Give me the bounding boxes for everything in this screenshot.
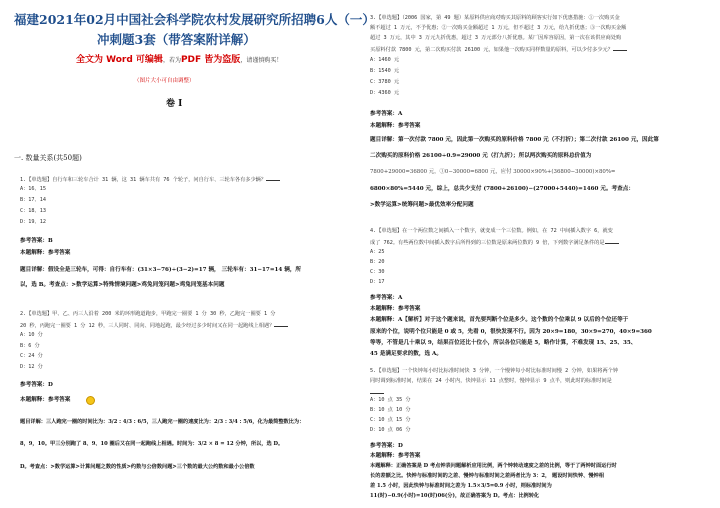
q3-stem-line4: 买原料付款 7800 元，第二次购买付款 26100 元，如果他一次购买同样数量的原料，可以少付多少元？ bbox=[370, 46, 627, 53]
q5-option-a: A：10 点 35 分 bbox=[370, 397, 411, 403]
q4-option-a: A：25 bbox=[370, 249, 385, 255]
smiley-icon bbox=[86, 396, 95, 405]
q5-explanation-title: 本题解释：参考答案 bbox=[370, 453, 421, 459]
q5-stem-blank bbox=[370, 389, 384, 396]
q4-option-c: C：30 bbox=[370, 269, 385, 275]
q5-option-c: C：10 点 15 分 bbox=[370, 417, 411, 423]
image-resize-note: （图片大小可自由调整） bbox=[134, 78, 195, 84]
q3-stem-line2: 额不超过 1 万元，不予优惠；②一次购买金额超过 1 万元，但不超过 3 万元，给九折优惠；③一次购买金额 bbox=[370, 25, 627, 31]
q1-option-d: D：19、12 bbox=[20, 219, 46, 225]
q3-explanation-line5: >数学运算>统筹问题>最优效率分配问题 bbox=[370, 202, 474, 208]
q4-option-d: D：17 bbox=[370, 279, 385, 285]
q4-explanation-line1: 本题解释：A【解析】对于这个题来说，首先要判断个位是多少。这个数的个位乘以 9 以后的个位还等于 bbox=[370, 317, 629, 323]
q5-option-b: B：10 点 10 分 bbox=[370, 407, 411, 413]
q3-explanation-title: 本题解释：参考答案 bbox=[370, 123, 421, 129]
q3-option-b: B：1540 元 bbox=[370, 68, 400, 74]
q1-explanation-line1: 题目详解：假设全是三轮车，可得：自行车有：(31×3−76)÷(3−2)=17 辆， 三轮车有：31−17=14 辆，所 bbox=[20, 267, 302, 273]
section-heading: 一. 数量关系(共50题) bbox=[14, 154, 82, 162]
q4-answer: 参考答案：A bbox=[370, 295, 403, 301]
q5-stem-line2: 同时调到标准时间，结果在 24 小时内，快钟显示 11 点整时，慢钟显示 9 点半，则此时的标准时间是 bbox=[370, 378, 612, 384]
q1-option-c: C：18、13 bbox=[20, 208, 46, 214]
q3-stem-line1: 3.【单选题】（2006 国家，第 49 题）某原料供应商对购买其原料的顾客实行如下优惠措施：①一次购买金 bbox=[370, 15, 620, 21]
q3-answer: 参考答案：A bbox=[370, 111, 403, 117]
q5-option-d: D：10 点 06 分 bbox=[370, 427, 411, 433]
q4-explanation-line3: 等等，不管是几十乘以 9，结果百位还比十位小，所以各位只能是 5，略作计算，不难发现 15、25、35、 bbox=[370, 340, 637, 346]
q3-option-a: A：1460 元 bbox=[370, 57, 400, 63]
q5-stem-line1: 5.【单选题】一个快钟每小时比标准时间快 3 分钟，一个慢钟每小时比标准时间慢 2 分钟，如果将两个钟 bbox=[370, 368, 619, 374]
q3-explanation-line4: 6800×80%=5440 元，综上，总共少支付 (7800+26100)−(27000+5440)=1460 元。考查点： bbox=[370, 186, 634, 192]
q2-explanation-line1: 题目详解：三人跑完一圈的时间比为：3/2 : 4/3 : 6/5，三人跑完一圈的速度比为：2/3 : 3/4 : 5/6，化为最简整数比为： bbox=[20, 419, 305, 425]
q3-stem-line3: 超过 3 万元，其中 3 万元九折优惠，超过 3 万元部分八折优惠。某厂因库容原因，第一次在该供应商处购 bbox=[370, 35, 622, 41]
q5-explanation-line3: 差 1.5 小时，因此快钟与标准时间之差为 1.5×3/5=0.9 小时，则标准时间为 bbox=[370, 483, 552, 489]
q3-explanation-line1: 题目详解：第一次付款 7800 元，因此第一次购买的原料价格 7800 元（不打折）；第二次付款 26100 元，因此第 bbox=[370, 137, 659, 143]
q4-stem-line2: 成了 762。有些两位数中间插入数字后所得到的三位数是原来两位数的 9 倍，下列数字满足条件的是 bbox=[370, 239, 619, 246]
q2-stem-line1: 2.【单选题】甲、乙、丙三人沿着 200 米的环形跑道跑步，甲跑完一圈要 1 分 30 秒，乙跑完一圈要 1 分 bbox=[20, 311, 276, 317]
q4-explanation-title: 本题解释：参考答案 bbox=[370, 306, 421, 312]
q5-explanation-line2: 长的差额之比。快钟与标准时间的之差、慢钟与标准时间之差两者比为 3：2， 题设时间快钟、慢钟相 bbox=[370, 473, 604, 479]
q3-option-c: C：3780 元 bbox=[370, 79, 400, 85]
notice-word-editable: 全文为 Word 可编辑 bbox=[76, 55, 163, 65]
q2-option-c: C：24 分 bbox=[20, 353, 43, 359]
q5-answer: 参考答案：D bbox=[370, 443, 403, 449]
q4-explanation-line2: 原来的个位，说明个位只能是 0 或 5，先看 0，很快发现不行。因为 20×9=180，30×9=270，40×9=360 bbox=[370, 329, 652, 335]
q1-answer: 参考答案：B bbox=[20, 238, 53, 244]
q3-explanation-line2: 二次购买的原料价格 26100÷0.9=29000 元（打九折）；所以两次购买的原料总价值为 bbox=[370, 153, 592, 159]
q2-answer: 参考答案：D bbox=[20, 382, 53, 388]
q2-explanation-line3: D。考查点：>数学运算>计算问题之数的性质>约数与公倍数问题>三个数的最大公约数和最小公倍数 bbox=[20, 464, 255, 470]
q1-option-b: B：17、14 bbox=[20, 197, 46, 203]
volume-label: 卷 I bbox=[166, 99, 183, 109]
q1-stem: 1.【单选题】自行车和三轮车合计 31 辆，这 31 辆车共有 76 个轮子，问自行车、三轮车各有多少辆？ bbox=[20, 176, 280, 183]
q3-explanation-line3: 7800+29000=36800 元，①0−30000=6800 元，应付 30000×90%+(36800−30000)×80%= bbox=[370, 169, 616, 175]
q2-option-d: D：12 分 bbox=[20, 364, 43, 370]
q2-explanation-title: 本题解释：参考答案 bbox=[20, 397, 71, 403]
q3-option-d: D：4360 元 bbox=[370, 90, 400, 96]
q4-explanation-line4: 45 是满足要求的数，选 A。 bbox=[370, 351, 442, 357]
document-title-line2: 冲刺题3套（带答案附详解） bbox=[97, 32, 256, 47]
q5-explanation-line1: 本题解释：正确答案是 D 考点钟表问题解析应用比例，两个钟转动速度之差的比例，等于了两钟时面运行时 bbox=[370, 463, 617, 469]
purchase-notice: 全文为 Word 可编辑，若为PDF 皆为盗版，请谨慎购买！ bbox=[76, 55, 283, 65]
notice-pdf-pirated: PDF 皆为盗版 bbox=[180, 55, 241, 65]
q1-option-a: A：16、15 bbox=[20, 186, 46, 192]
q4-option-b: B：20 bbox=[370, 259, 385, 265]
q2-stem-line2: 20 秒，丙跑完一圈要 1 分 12 秒，三人同时、同向、同地起跑，最少经过多少时间又在同一起跑线上相遇？ bbox=[20, 322, 288, 329]
q2-option-a: A：10 分 bbox=[20, 332, 43, 338]
q2-explanation-line2: 8，9，10。甲三分别跑了 8、9、10 圈后又在同一起跑线上相遇。时间为：3/2 × 8 = 12 分钟，所以，选 D。 bbox=[20, 441, 284, 447]
q1-explanation-line2: 以，选 B。考查点：>数学运算>特殊情境问题>鸡兔同笼问题>鸡兔同笼基本问题 bbox=[20, 282, 225, 288]
q5-explanation-line4: 11(时)−0.9(小时)=10(时)06(分)，故正确答案为 D。考点：比例转化 bbox=[370, 493, 540, 499]
document-title-line1: 福建2021年02月中国社会科学院农村发展研究所招聘6人（一） bbox=[14, 12, 375, 27]
q2-option-b: B：6 分 bbox=[20, 343, 40, 349]
q1-explanation-title: 本题解释：参考答案 bbox=[20, 250, 71, 256]
q4-stem-line1: 4.【单选题】在一个两位数之间插入一个数字，就变成一个三位数。例如，在 72 中间插入数字 6，就变 bbox=[370, 228, 613, 234]
right-column bbox=[362, 0, 720, 508]
